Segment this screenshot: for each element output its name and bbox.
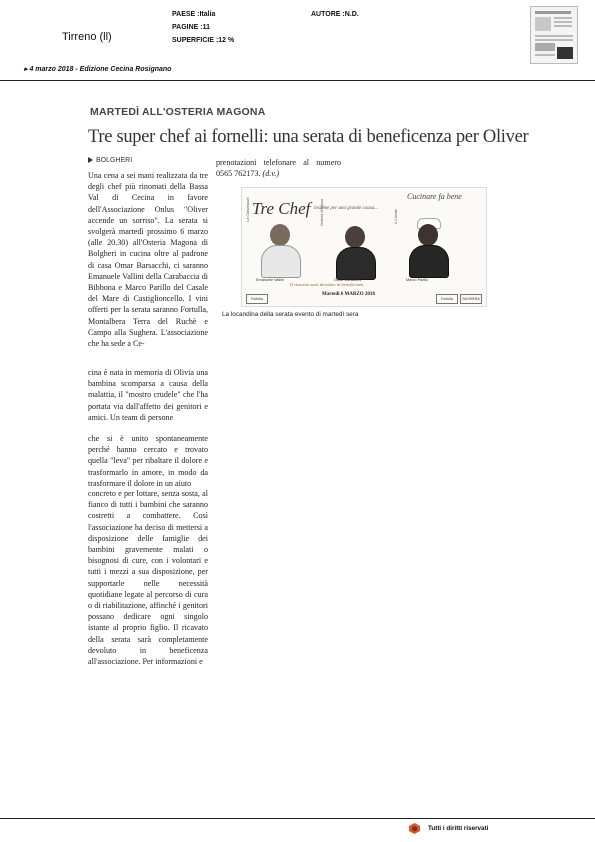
chef-photo-2 bbox=[332, 220, 378, 278]
arrow-icon: ▸ bbox=[24, 66, 30, 73]
publisher-logo-icon bbox=[409, 823, 420, 834]
chef-1-name: Emanuele Vallini bbox=[256, 278, 284, 282]
article-paragraph-2: cina è nata in memoria di Olivia una bambina scomparsa a causa della malattia, il "mostro crudele" che l'ha portata via dall'affetto dei genitori e amici. Un team di persone bbox=[88, 368, 208, 422]
chef-head bbox=[418, 224, 438, 246]
article-headline: Tre super chef ai fornelli: una serata di beneficenza per Oliver bbox=[88, 127, 529, 147]
publication-name: Tirreno (ll) bbox=[62, 31, 112, 43]
article-paragraph-3: che si è unito spontaneamente perché hanno cercato e trovato quella "leva" per ribaltare il dolore e trasformarlo in amore, in modo da trasformare il dolore in un aiuto bbox=[88, 434, 208, 488]
poster-logo-mid: Fortulla bbox=[436, 294, 458, 304]
event-poster bbox=[241, 187, 487, 307]
article-paragraph-1: Una cena a sei mani realizzata da tre degli chef più rinomati della Bassa Val di Cecina in favore dell'Associazione Onlus "Oliver accende un sorriso". La serata si svolgerà martedì prossimo 6 marzo (alle 20.30) all'Osteria Magona di Bolgheri in cucina oltre al padrone di casa Omar Barsacchi, ci saranno Emanuele Vallini della Carabaccia di Bibbona e Marco Parillo del Casale del Mare di Castiglioncello. I vini offerti per la serata saranno Fortulla, Montalbera Terra del Ruchè e Campo alla Sughera. L'associazione che ha sede a Ce- bbox=[88, 171, 208, 349]
chef-jacket bbox=[336, 247, 376, 280]
meta-superficie: SUPERFICIE :12 % bbox=[172, 37, 235, 44]
poster-charity-line: Il ricavato sarà devoluto in beneficenza bbox=[290, 282, 364, 287]
continuation-text: prenotazioni telefonare al numero 0565 762173. bbox=[216, 158, 341, 179]
triangle-icon bbox=[88, 157, 93, 163]
edition-text: 4 marzo 2018 - Edizione Cecina Rosignano bbox=[29, 66, 172, 73]
copyright-notice: Tutti i diritti riservati bbox=[428, 825, 489, 832]
chef-head bbox=[270, 224, 290, 246]
chef-3-name: Marco Parillo bbox=[406, 278, 429, 282]
poster-caption: La locandina della serata evento di martedì sera bbox=[222, 311, 359, 318]
poster-tagline: insieme per una grande causa... bbox=[314, 206, 379, 211]
header-rule bbox=[0, 80, 595, 81]
section-name: BOLGHERI bbox=[96, 157, 133, 164]
chef-head bbox=[345, 226, 365, 248]
author-credit: (d.v.) bbox=[262, 169, 280, 179]
poster-slogan: Cucinare fa bene bbox=[407, 192, 462, 201]
poster-logo-left: Fortulla bbox=[246, 294, 268, 304]
article-paragraph-4: concreto e per lottare, senza sosta, al fianco di tutti i bambini che saranno costretti a combattere. Così l'associazione ha deciso di mettersi a disposizione delle famiglie dei bambini gravemente malati o bisognosi di cure, con i volontari e tutti i mezzi a sua disposizione, per supportarle nelle necessità quotidiane legate al percorso di cura o di riabilitazione, affinché i genitori possano dedicare ogni singolo istante al proprio figlio. Il ricavato della serata sarà completamente devoluto in beneficenza all'associazione. Per informazioni e bbox=[88, 489, 208, 667]
meta-pagine: PAGINE :11 bbox=[172, 24, 210, 31]
edition-line bbox=[24, 65, 171, 73]
poster-title: Tre Chef bbox=[252, 199, 311, 218]
chef-jacket bbox=[409, 245, 449, 278]
chef-photo-1 bbox=[257, 218, 303, 276]
footer-rule bbox=[0, 818, 595, 819]
meta-autore: AUTORE :N.D. bbox=[311, 11, 359, 18]
chef-3-role: Il Casale bbox=[394, 209, 398, 224]
chef-1-role: La Carabaccia bbox=[246, 197, 250, 222]
meta-left bbox=[172, 8, 234, 47]
meta-paese: PAESE :Italia bbox=[172, 11, 216, 18]
article-kicker: MARTEDÌ ALL'OSTERIA MAGONA bbox=[90, 106, 266, 118]
chef-2-role: Osteria Magona bbox=[320, 198, 324, 226]
chef-photo-3 bbox=[405, 218, 451, 276]
chef-jacket bbox=[261, 245, 301, 278]
chef-2-name: Omar Barsacchi bbox=[334, 278, 362, 282]
page-thumbnail bbox=[530, 6, 578, 64]
poster-logo-right: SUGHERA bbox=[460, 294, 482, 304]
article-continuation bbox=[216, 157, 341, 179]
poster-date: Martedì 6 MARZO 2018 bbox=[322, 292, 375, 297]
section-label bbox=[88, 157, 132, 164]
